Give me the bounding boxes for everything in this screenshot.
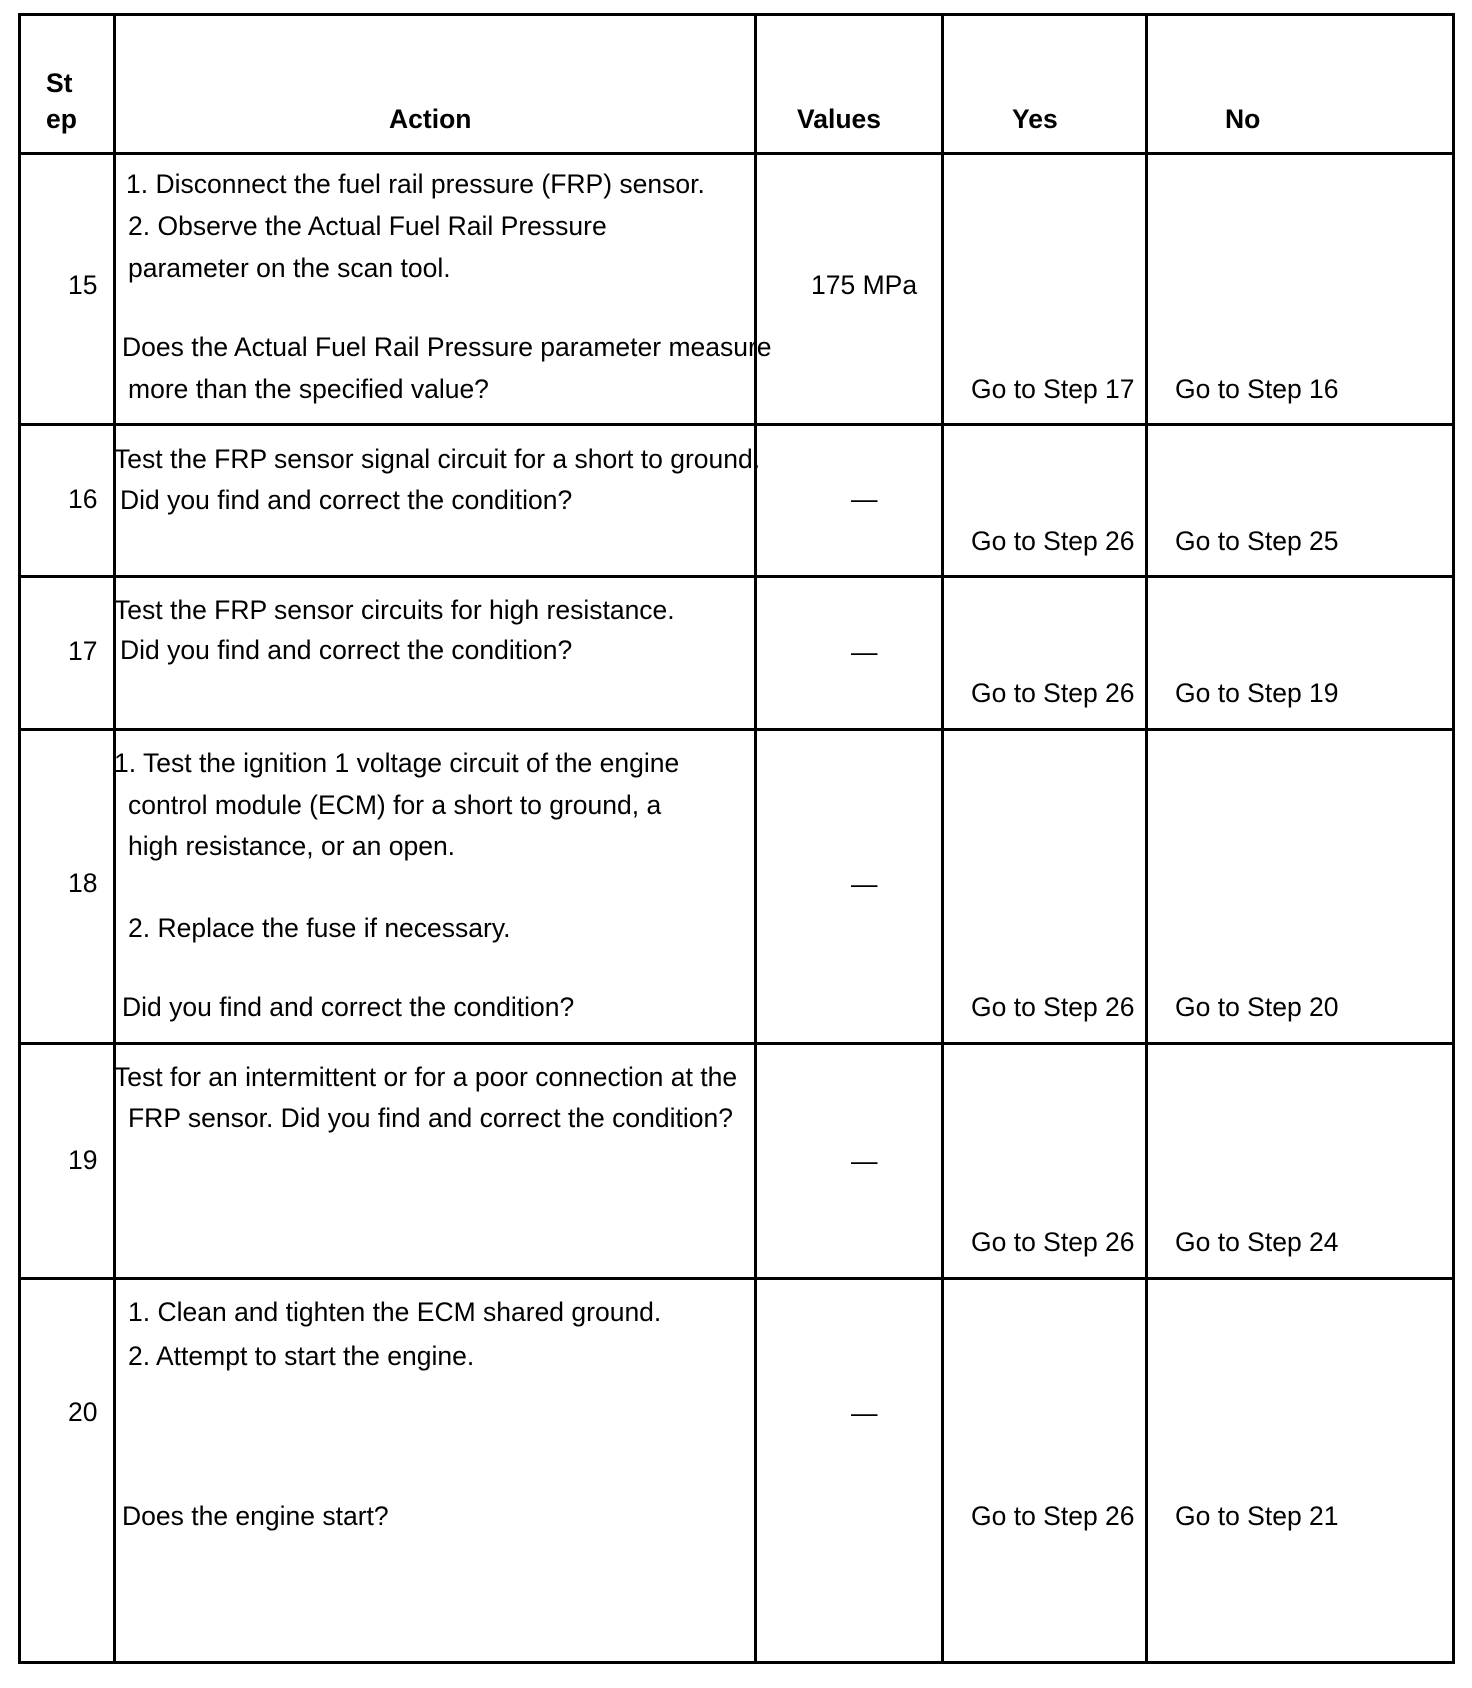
- yes-cell: Go to Step 17: [971, 374, 1135, 404]
- no-cell: Go to Step 21: [1175, 1501, 1339, 1531]
- row-divider: [21, 423, 1452, 426]
- step-number: 20: [68, 1397, 98, 1427]
- column-divider: [941, 16, 944, 1661]
- step-number: 17: [68, 636, 98, 666]
- header-values: Values: [797, 104, 881, 134]
- yes-cell: Go to Step 26: [971, 992, 1135, 1022]
- action-line: more than the specified value?: [128, 374, 489, 404]
- step-number: 18: [68, 868, 98, 898]
- action-line: FRP sensor. Did you find and correct the condition?: [128, 1103, 733, 1133]
- action-line: high resistance, or an open.: [128, 831, 456, 861]
- action-line: 2. Attempt to start the engine.: [128, 1341, 475, 1371]
- action-line: Test for an intermittent or for a poor connection at the: [114, 1062, 738, 1092]
- column-divider: [113, 16, 116, 1661]
- yes-cell: Go to Step 26: [971, 1501, 1135, 1531]
- value-cell: —: [851, 869, 878, 899]
- action-line: Test the FRP sensor signal circuit for a short to ground.: [114, 444, 761, 474]
- no-cell: Go to Step 20: [1175, 992, 1339, 1022]
- action-line: Did you find and correct the condition?: [120, 485, 573, 515]
- step-number: 16: [68, 484, 98, 514]
- action-line: 1. Clean and tighten the ECM shared ground.: [128, 1297, 662, 1327]
- no-cell: Go to Step 24: [1175, 1227, 1339, 1257]
- yes-cell: Go to Step 26: [971, 678, 1135, 708]
- step-number: 15: [68, 270, 98, 300]
- no-cell: Go to Step 19: [1175, 678, 1339, 708]
- header-step: ep: [46, 104, 77, 134]
- row-divider: [21, 1277, 1452, 1280]
- column-divider: [1145, 16, 1148, 1661]
- step-number: 19: [68, 1145, 98, 1175]
- action-line: 2. Observe the Actual Fuel Rail Pressure: [128, 211, 607, 241]
- header-step: St: [46, 68, 73, 98]
- yes-cell: Go to Step 26: [971, 526, 1135, 556]
- row-divider: [21, 152, 1452, 155]
- action-line: 1. Disconnect the fuel rail pressure (FRP) sensor.: [126, 169, 705, 199]
- action-line: Does the engine start?: [122, 1501, 389, 1531]
- value-cell: —: [851, 484, 878, 514]
- row-divider: [21, 575, 1452, 578]
- row-divider: [21, 728, 1452, 731]
- action-line: parameter on the scan tool.: [128, 253, 451, 283]
- action-line: 1. Test the ignition 1 voltage circuit of the engine: [114, 748, 680, 778]
- action-line: Did you find and correct the condition?: [120, 635, 573, 665]
- value-cell: —: [851, 1146, 878, 1176]
- action-line: 2. Replace the fuse if necessary.: [128, 913, 511, 943]
- header-action: Action: [389, 104, 472, 134]
- action-line: Did you find and correct the condition?: [122, 992, 575, 1022]
- action-line: control module (ECM) for a short to ground, a: [128, 790, 662, 820]
- action-line: Does the Actual Fuel Rail Pressure parameter measure: [122, 332, 772, 362]
- no-cell: Go to Step 16: [1175, 374, 1339, 404]
- header-yes: Yes: [1012, 104, 1058, 134]
- value-cell: 175 MPa: [811, 270, 918, 300]
- yes-cell: Go to Step 26: [971, 1227, 1135, 1257]
- value-cell: —: [851, 1398, 878, 1428]
- column-divider: [754, 16, 757, 1661]
- header-no: No: [1225, 104, 1261, 134]
- no-cell: Go to Step 25: [1175, 526, 1339, 556]
- value-cell: —: [851, 637, 878, 667]
- action-line: Test the FRP sensor circuits for high resistance.: [114, 595, 675, 625]
- row-divider: [21, 1042, 1452, 1045]
